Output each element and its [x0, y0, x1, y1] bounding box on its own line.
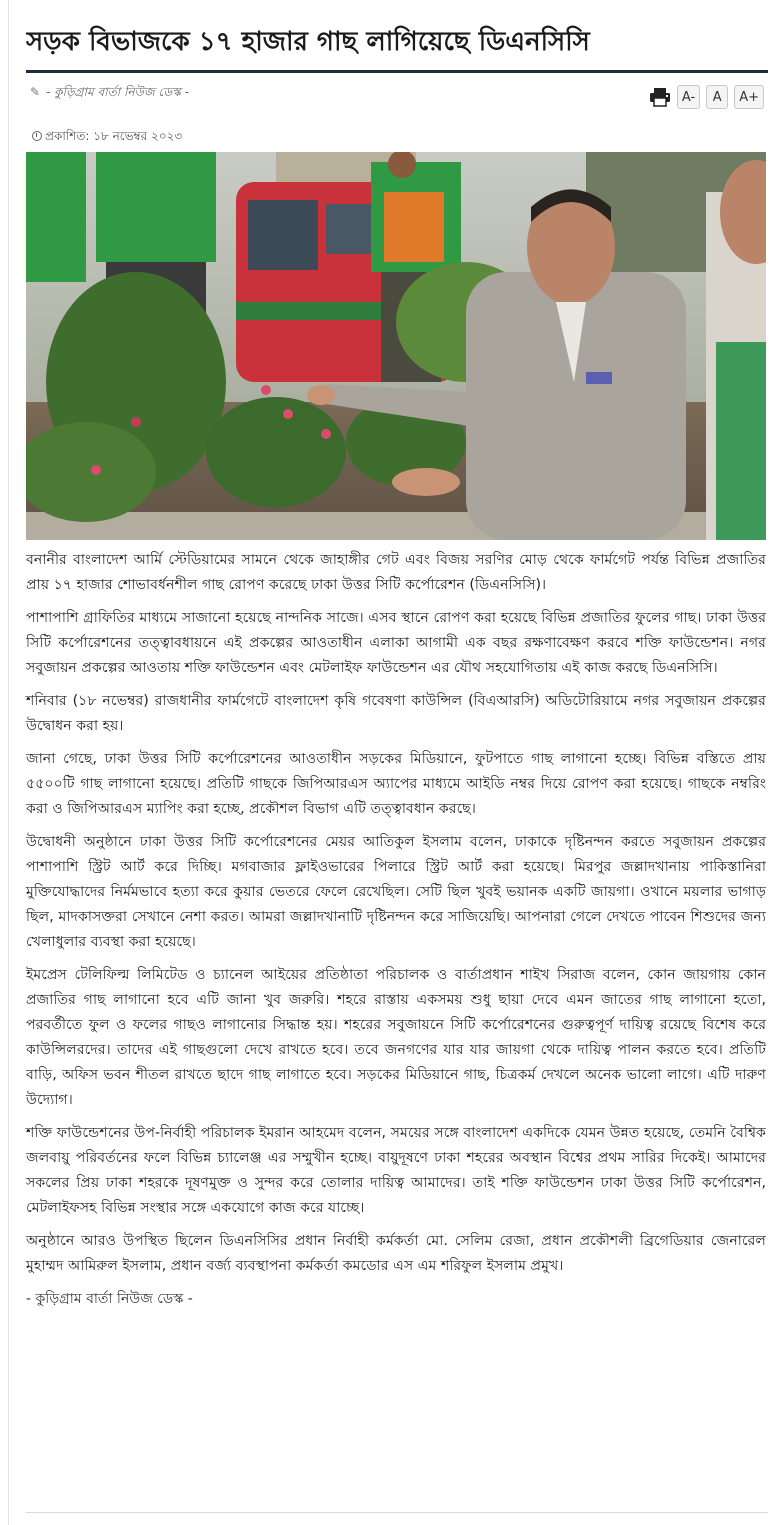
- font-decrease-button[interactable]: A-: [677, 85, 700, 109]
- paragraph: শনিবার (১৮ নভেম্বর) রাজধানীর ফার্মগেটে বাংলাদেশ কৃষি গবেষণা কাউন্সিল (বিএআরসি) অডিটোরিয়ামে নগর সবুজায়ন প্রকল্পের উদ্বোধন করা হয়।: [26, 693, 766, 734]
- author-name: - কুড়িগ্রাম বার্তা নিউজ ডেস্ক -: [46, 85, 189, 99]
- left-border: [8, 0, 9, 1525]
- paragraph: উদ্বোধনী অনুষ্ঠানে ঢাকা উত্তর সিটি কর্পোরেশনের মেয়র আতিকুল ইসলাম বলেন, ঢাকাকে দৃষ্টিনন্দন করতে সবুজায়ন প্রকল্পের পাশাপাশি স্ট্রিট আর্ট করে দিচ্ছি। মগবাজার ফ্লাইওভারের পিলারে স্ট্রিট আর্ট করা হয়েছে। মিরপুর জল্লাদখানায় পাকিস্তানিরা মুক্তিযোদ্ধাদের নির্মমভাবে হত্যা করে কুয়ার ভেতরে ফেলে রেখেছিল। সেটি ছিল খুবই ভয়ানক একটি জায়গা। ওখানে ময়লার ভাগাড় ছিল, মাদকাসক্তরা সেখানে নেশা করত। আমরা জল্লাদখানাটি দৃষ্টিনন্দন করে সাজিয়েছি। আপনারা গেলে দেখতে পাবেন শিশুদের জন্য খেলাধুলার ব্যবস্থা করা হয়েছে।: [26, 834, 766, 950]
- paragraph: বনানীর বাংলাদেশ আর্মি স্টেডিয়ামের সামনে থেকে জাহাঙ্গীর গেট এবং বিজয় সরণির মোড় থেকে ফার্মগেট পর্যন্ত বিভিন্ন প্রজাতির প্রায় ১৭ হাজার শোভাবর্ধনশীল গাছ রোপণ করেছে ঢাকা উত্তর সিটি কর্পোরেশন (ডিএনসিসি)।: [26, 552, 766, 593]
- paragraph: ইমপ্রেস টেলিফিল্ম লিমিটেড ও চ্যানেল আইয়ের প্রতিষ্ঠাতা পরিচালক ও বার্তাপ্রধান শাইখ সিরাজ বলেন, কোন জায়গায় কোন প্রজাতির গাছ লাগানো হবে এটি জানা খুব জরুরি। শহরে রাস্তায় একসময় শুধু ছায়া দেবে এমন জাতের গাছ লাগানো হতো, পরবর্তীতে ফুল ও ফলের গাছও লাগানোর সিদ্ধান্ত হয়। শহরের সবুজায়নে সিটি কর্পোরেশনের গুরুত্বপূর্ণ দায়িত্ব রয়েছে বিশেষ করে কাউন্সিলরদের। তাদের এই গাছগুলো দেখে রাখতে হবে। তবে জনগণের যার যার জায়গা থেকে দায়িত্ব পালন করতে হবে। প্রতিটি বাড়ি, অফিস ভবন শীতল রাখতে ছাদে গাছ লাগাতে হবে। সড়কের মিডিয়ানে গাছ, চিত্রকর্ম দেখলে অনেক ভালো লাগে। এটি দারুণ উদ্যোগ।: [26, 967, 766, 1108]
- tree-planting-photo: [26, 152, 766, 540]
- published-date: [32, 128, 182, 148]
- article-photo: [26, 152, 766, 540]
- paragraph: অনুষ্ঠানে আরও উপস্থিত ছিলেন ডিএনসিসির প্রধান নির্বাহী কর্মকর্তা মো. সেলিম রেজা, প্রধান প্রকৌশলী ব্রিগেডিয়ার জেনারেল মুহাম্মদ আমিরুল ইসলাম, প্রধান বর্জ্য ব্যবস্থাপনা কর্মকর্তা কমডোর এস এম শরিফুল ইসলাম প্রমুখ।: [26, 1233, 766, 1274]
- end-divider: [26, 1512, 768, 1513]
- article-credit: - কুড়িগ্রাম বার্তা নিউজ ডেস্ক -: [26, 1291, 193, 1307]
- clock-icon: [32, 131, 42, 141]
- article-title: সড়ক বিভাজকে ১৭ হাজার গাছ লাগিয়েছে ডিএনসিসি: [26, 27, 590, 57]
- author-line: [30, 84, 189, 104]
- pencil-icon: ✎: [30, 85, 41, 99]
- font-increase-button[interactable]: A+: [734, 85, 764, 109]
- paragraph: পাশাপাশি গ্রাফিতির মাধ্যমে সাজানো হয়েছে নান্দনিক সাজে। এসব স্থানে রোপণ করা হয়েছে বিভিন্ন প্রজাতির ফুলের গাছ। ঢাকা উত্তর সিটি কর্পোরেশনের তত্ত্বাবধায়নে এই প্রকল্পের আওতাধীন এলাকা আগামী এক বছর রক্ষণাবেক্ষণ করবে শক্তি ফাউন্ডেশন। নগর সবুজায়ন প্রকল্পের আওতায় শক্তি ফাউন্ডেশন এবং মেটলাইফ ফাউন্ডেশন এর যৌথ সহযোগিতায় এই কাজ করছে ডিএনসিসি।: [26, 610, 766, 676]
- paragraph: জানা গেছে, ঢাকা উত্তর সিটি কর্পোরেশনের আওতাধীন সড়কের মিডিয়ানে, ফুটপাতে গাছ লাগানো হচ্ছে। বিভিন্ন বস্তিতে প্রায় ৫৫০০টি গাছ লাগানো হয়েছে। প্রতিটি গাছকে জিপিআরএস অ্যাপের মাধ্যমে আইডি নম্বর দিয়ে রোপণ করা হয়েছে। গাছকে নম্বরিং করা ও জিপিআরএস ম্যাপিং করা হচ্ছে, প্রকৌশল বিভাগ এটি তত্ত্বাবধান করছে।: [26, 751, 766, 817]
- font-reset-button[interactable]: A: [706, 85, 728, 109]
- title-divider: [26, 70, 768, 73]
- article-tools: [649, 85, 764, 109]
- paragraph: শক্তি ফাউন্ডেশনের উপ-নির্বাহী পরিচালক ইমরান আহমেদ বলেন, সময়ের সঙ্গে বাংলাদেশ একদিকে যেমন উন্নত হয়েছে, তেমনি বৈশ্বিক জলবায়ু পরিবর্তনের ফলে বিভিন্ন চ্যালেঞ্জ এর সম্মুখীন হচ্ছে। বায়ুদূষণে ঢাকা শহরের অবস্থান বিশ্বের প্রথম সারির দিকেই। আমাদের সকলের প্রিয় ঢাকা শহরকে দূষণমুক্ত ও সুন্দর করে তোলার দায়িত্ব আমাদের। তাই শক্তি ফাউন্ডেশন ঢাকা উত্তর সিটি কর্পোরেশন, মেটলাইফসহ বিভিন্ন সংস্থার সঙ্গে একযোগে কাজ করে যাচ্ছে।: [26, 1125, 766, 1216]
- print-icon[interactable]: [649, 87, 671, 107]
- article-body: [26, 548, 766, 1320]
- published-text: প্রকাশিত: ১৮ নভেম্বর ২০২৩: [45, 129, 183, 143]
